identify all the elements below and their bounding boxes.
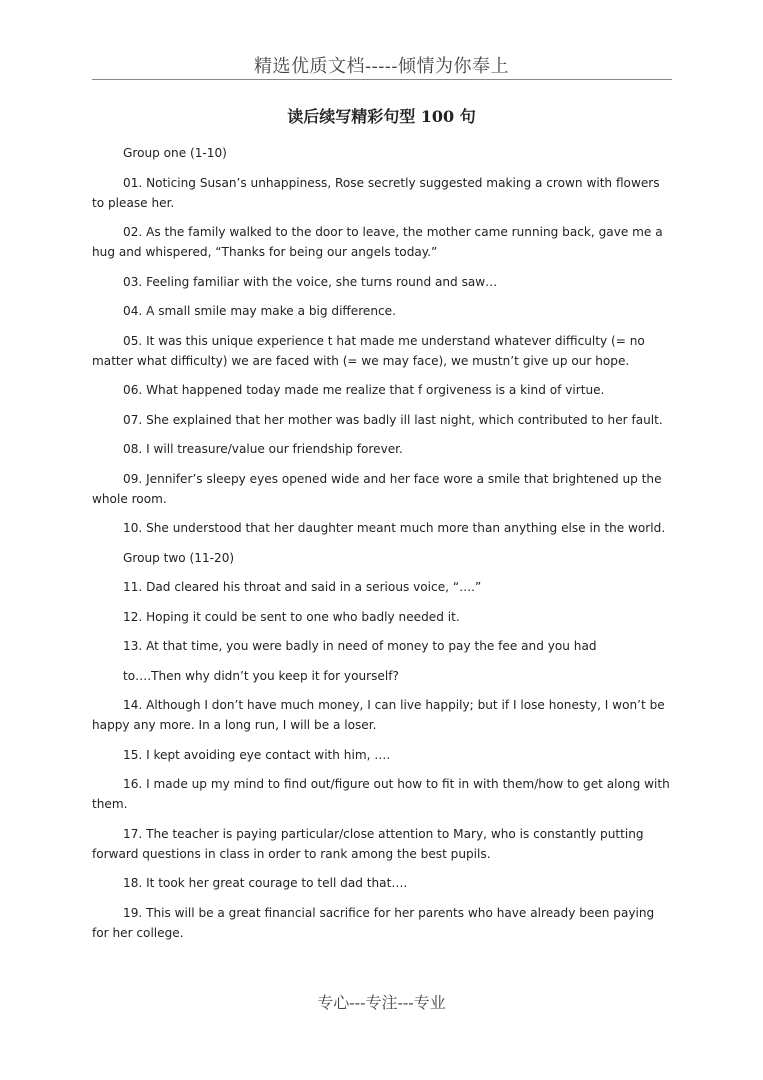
document-body — [92, 143, 674, 952]
sentence-item-continuation: to….Then why didn’t you keep it for yourself? — [123, 668, 399, 683]
sentence-item: 05. It was this unique experience t hat made me understand whatever difficulty (= no matter what difficulty) we are faced with (= we may face), we mustn’t give up our hope. — [92, 333, 645, 368]
sentence-item: 06. What happened today made me realize that f orgiveness is a kind of virtue. — [123, 383, 605, 397]
sentence-item: 03. Feeling familiar with the voice, she turns round and saw… — [123, 274, 498, 289]
page-footer: 专心---专注---专业 — [317, 993, 446, 1012]
group-heading: Group one (1-10) — [123, 146, 227, 160]
sentence-item: 14. Although I don’t have much money, I can live happily; but if I lose honesty, I won’t be happy any more. In a long run, I will be a loser. — [92, 698, 665, 732]
page-header: 精选优质文档-----倾情为你奉上 — [254, 56, 509, 77]
sentence-item: 12. Hoping it could be sent to one who badly needed it. — [123, 609, 460, 624]
sentence-item: 13. At that time, you were badly in need of money to pay the fee and you had — [123, 639, 597, 653]
group-heading: Group two (11-20) — [123, 550, 235, 565]
sentence-item: 02. As the family walked to the door to leave, the mother came running back, gave me a hug and whispered, “Thanks for being our angels today.” — [92, 225, 663, 259]
sentence-item: 18. It took her great courage to tell dad that…. — [123, 876, 408, 890]
sentence-item: 09. Jennifer’s sleepy eyes opened wide and her face wore a smile that brightened up the whole room. — [92, 471, 662, 506]
sentence-item: 04. A small smile may make a big difference. — [123, 304, 396, 318]
sentence-item: 10. She understood that her daughter meant much more than anything else in the world. — [123, 521, 666, 535]
sentence-item: 01. Noticing Susan’s unhappiness, Rose secretly suggested making a crown with flowers to please her. — [92, 175, 660, 210]
sentence-item: 07. She explained that her mother was badly ill last night, which contributed to her fault. — [123, 412, 663, 427]
sentence-item: 11. Dad cleared his throat and said in a serious voice, “….” — [123, 580, 482, 594]
sentence-item: 08. I will treasure/value our friendship forever. — [123, 442, 403, 456]
sentence-item: 19. This will be a great financial sacrifice for her parents who have already been paying for her college. — [92, 905, 655, 940]
sentence-item: 16. I made up my mind to find out/figure out how to fit in with them/how to get along with them. — [92, 777, 670, 811]
sentence-item: 15. I kept avoiding eye contact with him, …. — [123, 747, 391, 762]
sentence-item: 17. The teacher is paying particular/close attention to Mary, who is constantly putting forward questions in class in order to rank among the best pupils. — [92, 826, 644, 861]
header-divider — [92, 79, 672, 80]
document-title: 读后续写精彩句型 100 句 — [287, 107, 476, 126]
